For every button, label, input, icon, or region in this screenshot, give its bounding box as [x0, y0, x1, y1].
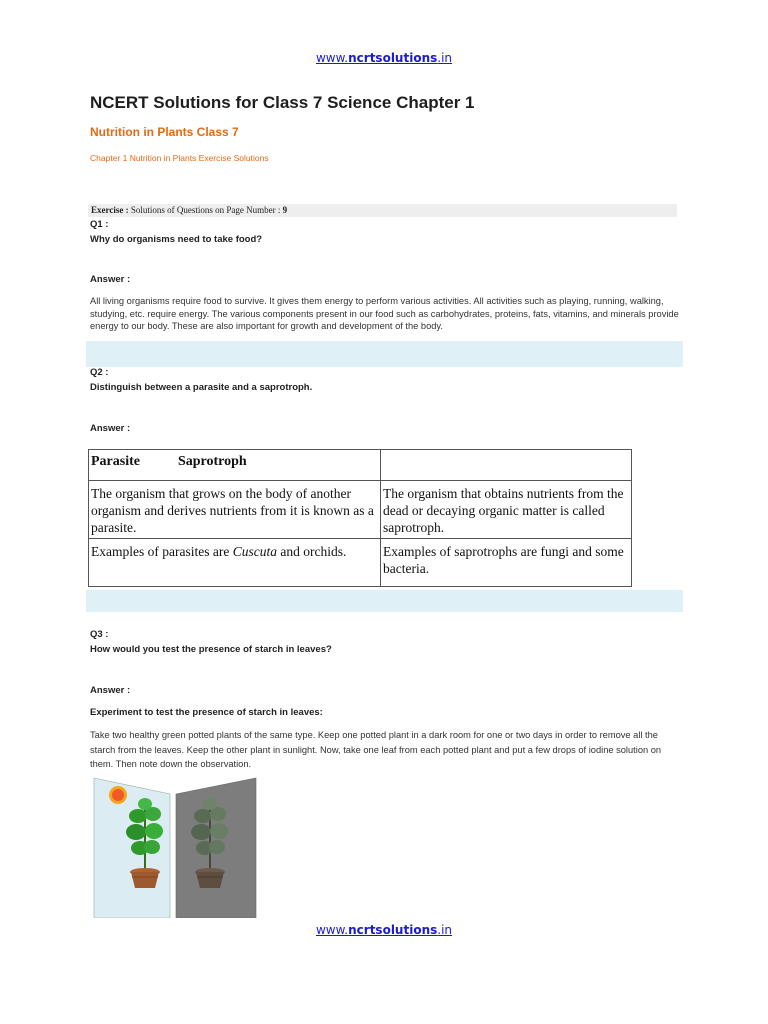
exercise-bar: [88, 204, 677, 217]
q2-answer-label: Answer :: [90, 423, 131, 434]
page-title: NCERT Solutions for Class 7 Science Chapter 1: [90, 93, 475, 112]
sun-icon: [109, 786, 127, 804]
site-suffix: .in: [437, 51, 453, 65]
site-link-footer[interactable]: [0, 923, 768, 937]
q2-question: Distinguish between a parasite and a saprotroph.: [90, 382, 313, 393]
saprotroph-examples: Examples of saprotrophs are fungi and some bacteria.: [381, 539, 632, 587]
q3-answer-text: Take two healthy green potted plants of the same type. Keep one potted plant in a dark room for one or two days in order to remove all the starch from the leaves. Keep the other plant in sunlight. Now, take one leaf from each potted plant and put a few drops of iodine solution on them. Then note down the observation.: [90, 730, 662, 769]
site-brand: ncrtsolutions: [348, 923, 438, 937]
q1-number: Q1 :: [90, 219, 109, 230]
exercise-text: Solutions of Questions on Page Number :: [128, 205, 283, 215]
starch-experiment-figure: [92, 776, 258, 918]
q1-answer-text: All living organisms require food to survive. It gives them energy to perform various activities. All activities such as playing, running, walking, studying, etc. require energy. The various components present in our food such as carbohydrates, proteins, fats, vitamins, and minerals provide energy to our body. These are also important for growth and development of the body.: [90, 296, 679, 331]
site-brand: ncrtsolutions: [348, 51, 438, 65]
exercise-page-number: 9: [282, 205, 288, 215]
table-row: [89, 539, 632, 587]
table-row: [89, 481, 632, 539]
saprotroph-definition: The organism that obtains nutrients from the dead or decaying organic matter is called saprotroph.: [381, 481, 632, 539]
site-prefix: www.: [315, 51, 349, 65]
site-prefix: www.: [315, 923, 349, 937]
q3-experiment-title: Experiment to test the presence of starch in leaves:: [90, 707, 323, 718]
table-header-cell: [89, 450, 381, 481]
site-link-header[interactable]: [0, 51, 768, 65]
breadcrumb[interactable]: Chapter 1 Nutrition in Plants Exercise Solutions: [90, 153, 269, 163]
header-saprotroph: Saprotroph: [177, 454, 247, 469]
parasite-definition: The organism that grows on the body of another organism and derives nutrients from it is known as a parasite.: [89, 481, 381, 539]
exercise-label: Exercise :: [91, 205, 129, 215]
q1-answer-label: Answer :: [90, 274, 131, 285]
q1-question: Why do organisms need to take food?: [90, 234, 263, 245]
q3-question: How would you test the presence of starch in leaves?: [90, 644, 332, 655]
comparison-table: [88, 449, 632, 587]
q3-number: Q3 :: [90, 629, 109, 640]
cuscuta-term: Cuscuta: [232, 544, 277, 559]
separator-band-2: [86, 590, 683, 612]
parasite-examples: Examples of parasites are Cuscuta and orchids.: [89, 539, 381, 587]
header-parasite: Parasite: [91, 454, 140, 469]
q2-number: Q2 :: [90, 367, 109, 378]
q3-answer-label: Answer :: [90, 685, 131, 696]
separator-band-1: [86, 341, 683, 367]
site-suffix: .in: [437, 923, 453, 937]
table-header-empty-cell: [381, 450, 632, 481]
table-header-row: [89, 450, 632, 481]
page-subtitle: Nutrition in Plants Class 7: [90, 125, 239, 139]
